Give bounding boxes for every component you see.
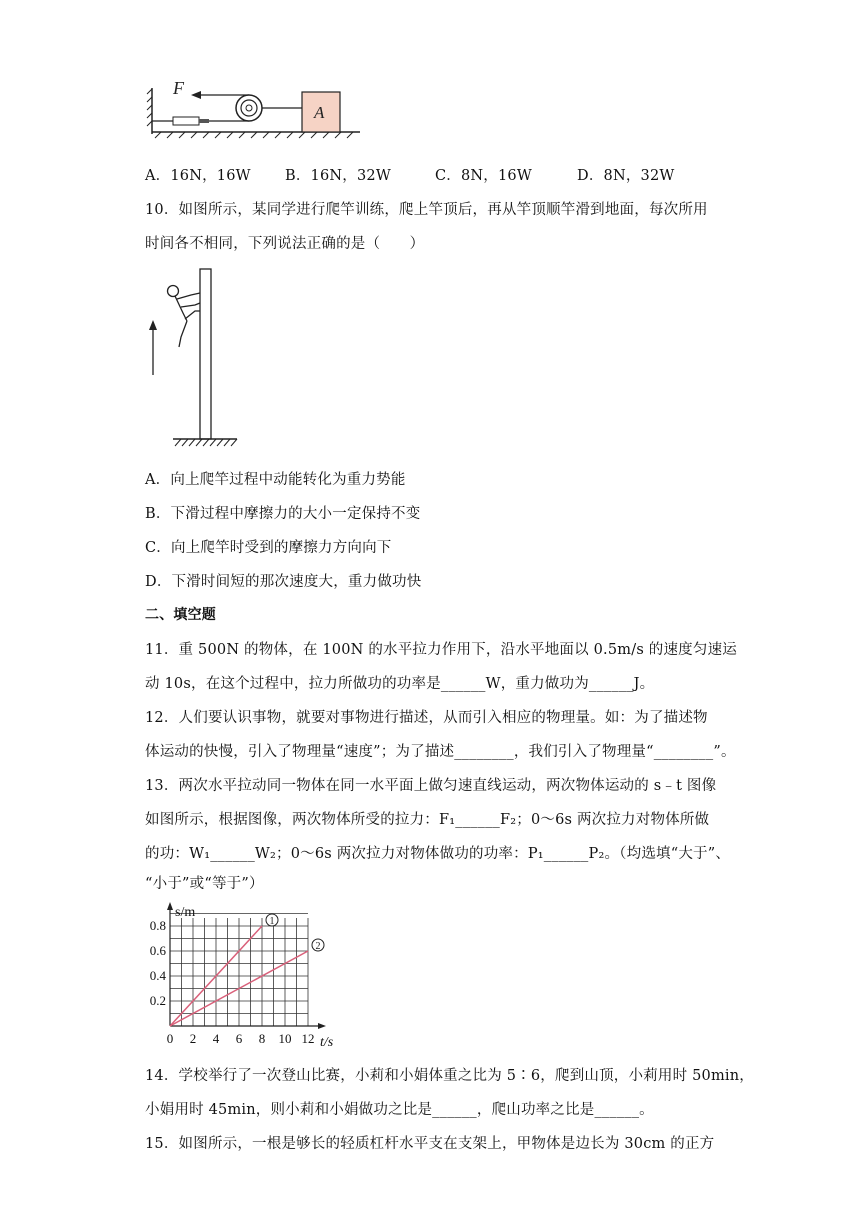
y-tick-label: 0.2 <box>149 993 166 1008</box>
x-tick-label: 0 <box>166 1031 174 1046</box>
q11-line-1: 11．重 500N 的物体，在 100N 的水平拉力作用下，沿水平地面以 0.5m/s 的速度匀速运 <box>145 642 737 658</box>
q10-option-c: C．向上爬竿时受到的摩擦力方向向下 <box>145 540 392 556</box>
y-tick-label: 0.6 <box>149 943 166 958</box>
y-tick-label: 0.8 <box>149 918 166 933</box>
force-label: F <box>173 78 184 98</box>
q10-option-d: D．下滑时间短的那次速度大，重力做功快 <box>145 574 422 590</box>
q10-stem-line-2: 时间各不相同，下列说法正确的是（ ） <box>145 236 425 252</box>
q12-line-2: 体运动的快慢，引入了物理量“速度”；为了描述________，我们引入了物理量“________”。 <box>145 744 736 760</box>
x-axis-arrow <box>318 1023 326 1029</box>
y-axis-label: s/m <box>175 905 196 920</box>
x-tick-label: 4 <box>212 1031 220 1046</box>
chart-grid <box>170 914 308 1027</box>
x-tick-label: 10 <box>278 1031 292 1046</box>
q14-line-1: 14．学校举行了一次登山比赛，小莉和小娟体重之比为 5∶6，爬到山顶，小莉用时 50min， <box>145 1068 754 1084</box>
chart-labels <box>150 905 334 1050</box>
q13-line-3: 的功：W₁______W₂；0～6s 两次拉力对物体做功的功率：P₁______P₂。（均选填“大于”、 <box>145 846 731 862</box>
y-axis-arrow <box>167 902 173 910</box>
series-label-1: 1 <box>269 916 275 927</box>
y-tick-label: 0.4 <box>149 968 166 983</box>
q10-option-a: A．向上爬竿过程中动能转化为重力势能 <box>145 472 406 488</box>
q12-line-1: 12．人们要认识事物，就要对事物进行描述，从而引入相应的物理量。如：为了描述物 <box>145 710 708 726</box>
q10-stem-line-1: 10．如图所示，某同学进行爬竿训练，爬上竿顶后，再从竿顶顺竿滑到地面，每次所用 <box>145 202 708 218</box>
chart-axes <box>167 902 326 1029</box>
x-tick-label: 2 <box>189 1031 197 1046</box>
q9-option-b: B．16N，32W <box>285 168 391 184</box>
series-label-2: 2 <box>315 941 321 952</box>
x-axis-label: t/s <box>320 1035 334 1050</box>
q10-option-b: B．下滑过程中摩擦力的大小一定保持不变 <box>145 506 421 522</box>
q13-line-1: 13．两次水平拉动同一物体在同一水平面上做匀速直线运动，两次物体运动的 s﹣t 图像 <box>145 778 717 794</box>
block-a-label: A <box>314 103 325 122</box>
q14-line-2: 小娟用时 45min，则小莉和小娟做功之比是______，爬山功率之比是______。 <box>145 1102 654 1118</box>
x-tick-label: 8 <box>258 1031 266 1046</box>
q9-option-c: C．8N，16W <box>435 168 532 184</box>
x-tick-label: 6 <box>235 1031 243 1046</box>
q13-line-2: 如图所示，根据图像，两次物体所受的拉力：F₁______F₂；0～6s 两次拉力对物体所做 <box>145 812 710 828</box>
s-t-chart <box>140 898 350 1054</box>
pole-climb-figure <box>145 265 245 455</box>
q9-option-d: D．8N，32W <box>577 168 675 184</box>
q9-option-a: A．16N，16W <box>145 168 251 184</box>
q15-line-1: 15．如图所示，一根是够长的轻质杠杆水平支在支架上，甲物体是边长为 30cm 的正方 <box>145 1136 715 1152</box>
section-heading: 二、填空题 <box>145 607 216 623</box>
q9-options <box>145 164 675 185</box>
q13-line-4: “小于”或“等于”） <box>145 876 264 892</box>
x-tick-label: 12 <box>301 1031 315 1046</box>
q11-line-2: 动 10s，在这个过程中，拉力所做功的功率是______W，重力做功为______J。 <box>145 676 655 692</box>
pulley-figure <box>145 72 370 142</box>
